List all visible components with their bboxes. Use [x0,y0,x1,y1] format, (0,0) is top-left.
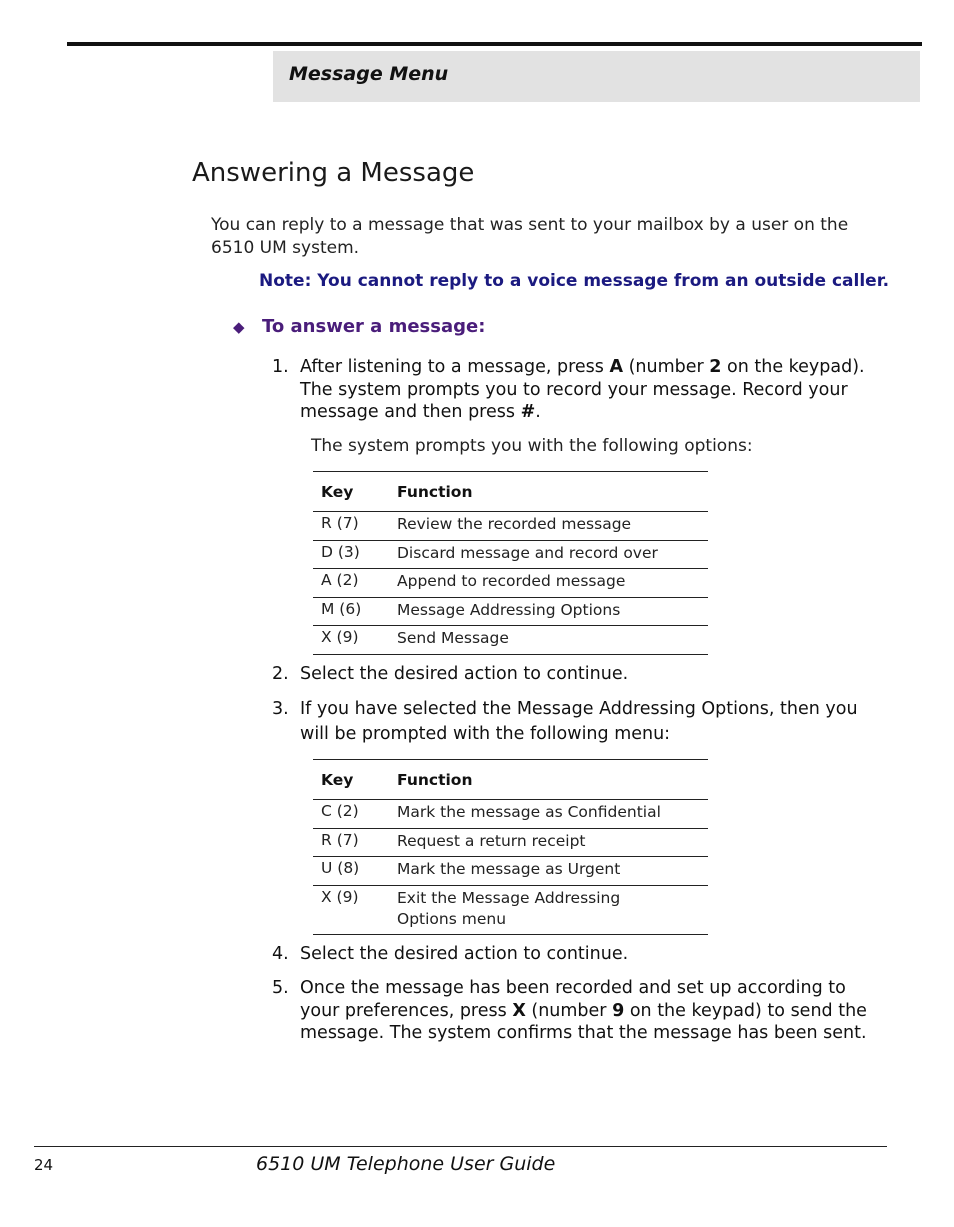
table-row [313,626,708,655]
function-cell [391,569,708,598]
function-text: Send Message [397,629,509,647]
page-title: Answering a Message [192,158,475,188]
table-row [313,569,708,598]
step-text-part: (number [623,357,710,377]
function-cell [391,800,708,829]
key-text: R (7) [321,514,359,532]
function-cell [391,597,708,626]
column-header-function: Function [391,760,708,800]
top-rule [67,42,922,46]
function-cell [391,857,708,886]
step-text-part: Once the message has been recorded and set up according to your preferences, press [300,978,846,1021]
step-text-part: After listening to a message, press [300,357,610,377]
key-cell [313,857,391,886]
section-title: Message Menu [289,63,449,85]
key-text: D (3) [321,542,360,561]
function-cell [391,885,708,934]
column-header-key: Key [313,760,391,800]
diamond-icon: ◆ [233,318,245,336]
table-header-row [313,472,708,512]
step-text-part: on the keypad) to send the message. The system confirms that the message has been sent. [300,1000,867,1043]
function-cell [391,512,708,541]
key-cell [313,569,391,598]
function-text: Mark the message as Confidential [397,803,661,821]
procedure-heading [233,316,485,337]
key-text: X (9) [321,887,359,906]
key-cell [313,800,391,829]
key-text: M (6) [321,599,362,618]
step-text-part: . [535,402,541,422]
step-number: 3. [272,699,289,719]
function-text: Request a return receipt [397,831,586,850]
key-name: A [609,357,623,377]
table-row [313,828,708,857]
key-cell [313,597,391,626]
key-cell [313,512,391,541]
step-text: Select the desired action to continue. [300,664,629,684]
key-text: A (2) [321,571,359,589]
options-intro: The system prompts you with the following options: [311,436,753,456]
key-name: X [512,1000,526,1021]
function-text: Discard message and record over [397,543,658,562]
step-text-part: on the keypad). The system prompts you to record your message. Record your message and then press [300,357,865,422]
table-row [313,512,708,541]
key-name: # [520,402,536,422]
key-cell [313,828,391,857]
step-text: Select the desired action to continue. [300,944,629,964]
function-text: Message Addressing Options [397,600,621,619]
key-number: 2 [709,357,722,377]
column-header-key: Key [313,472,391,512]
section-header [273,51,920,102]
options-table [313,471,708,655]
table-row [313,857,708,886]
addressing-options-table [313,759,708,935]
footer-rule [34,1146,887,1147]
table-row [313,885,708,934]
function-cell [391,828,708,857]
key-text: U (8) [321,859,360,877]
footer-title: 6510 UM Telephone User Guide [256,1153,556,1175]
step-text [300,356,882,424]
column-header-function: Function [391,472,708,512]
key-cell [313,885,391,934]
procedure-heading-text: To answer a message: [262,316,486,337]
key-number: 9 [612,1000,625,1021]
step-number: 2. [272,664,289,684]
step-number: 5. [272,978,289,998]
step-number: 1. [272,357,289,377]
step-text [300,977,882,1045]
step-text: If you have selected the Message Addressing Options, then you will be prompted with the following menu: [300,699,858,744]
key-cell [313,626,391,655]
table-row [313,597,708,626]
step-number: 4. [272,944,289,964]
page-number: 24 [34,1156,54,1174]
table-row [313,800,708,829]
intro-paragraph: You can reply to a message that was sent to your mailbox by a user on the 6510 UM system. [211,215,849,258]
key-cell [313,540,391,569]
step-text-part: (number [525,1000,613,1021]
function-cell [391,540,708,569]
key-text: R (7) [321,830,359,849]
function-text: Review the recorded message [397,515,632,533]
table-header-row [313,760,708,800]
function-text: Exit the Message Addressing Options menu [397,888,621,928]
function-text: Mark the message as Urgent [397,860,621,878]
note: Note: You cannot reply to a voice message from an outside caller. [259,271,890,291]
key-text: C (2) [321,802,359,820]
function-text: Append to recorded message [397,572,626,590]
key-text: X (9) [321,628,359,646]
function-cell [391,626,708,655]
table-row [313,540,708,569]
